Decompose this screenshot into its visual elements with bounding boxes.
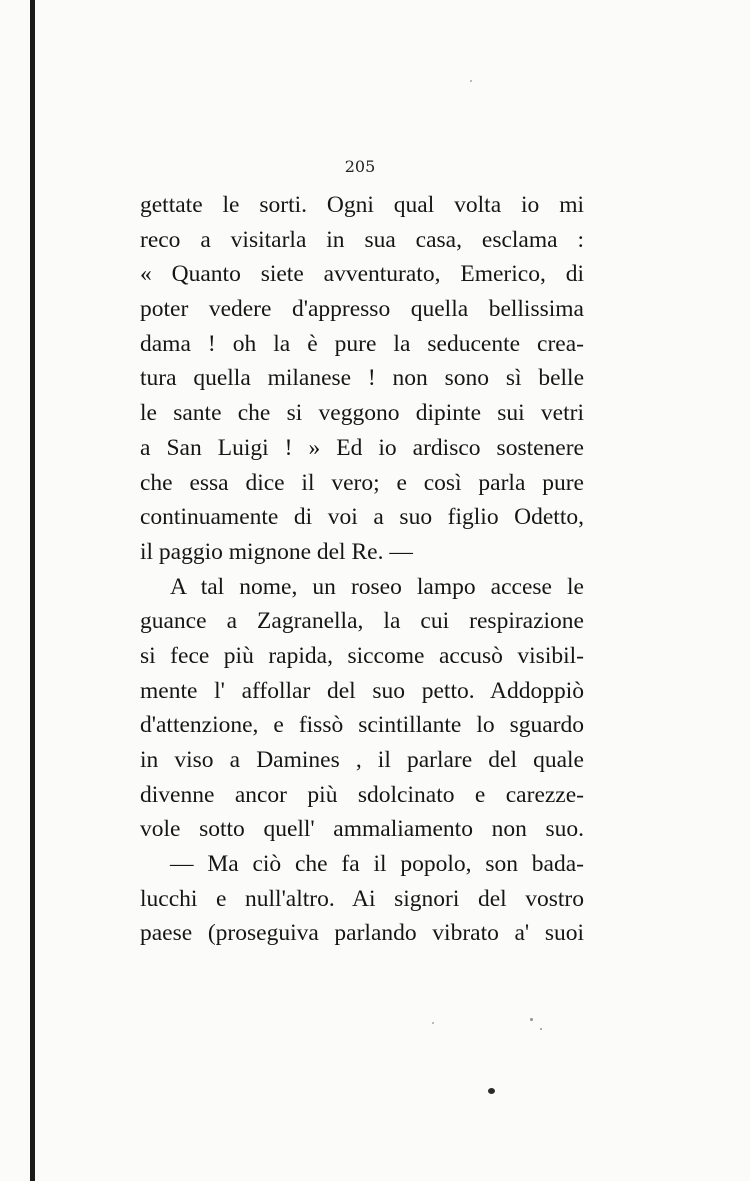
text-line: vole sotto quell' ammaliamento non suo. bbox=[140, 816, 584, 843]
text-line: paese (proseguiva parlando vibrato a' suoi bbox=[140, 920, 584, 947]
ink-speck bbox=[540, 1028, 542, 1030]
text-line: lucchi e null'altro. Ai signori del vostro bbox=[140, 885, 584, 912]
text-line: mente l' affollar del suo petto. Addoppiò bbox=[140, 677, 584, 704]
page-number: 205 bbox=[344, 157, 376, 176]
page-binding-edge bbox=[30, 0, 35, 1181]
text-line: dama ! oh la è pure la seducente crea- bbox=[140, 330, 584, 357]
text-line: le sante che si veggono dipinte sui vetri bbox=[140, 400, 584, 427]
ink-speck bbox=[530, 1018, 533, 1021]
text-line: — Ma ciò che fa il popolo, son bada- bbox=[170, 851, 584, 878]
text-line: A tal nome, un roseo lampo accese le bbox=[170, 573, 584, 600]
text-line: d'attenzione, e fissò scintillante lo sguardo bbox=[140, 712, 584, 739]
text-line: gettate le sorti. Ogni qual volta io mi bbox=[140, 192, 584, 218]
text-line: continuamente di voi a suo figlio Odetto, bbox=[140, 504, 584, 531]
text-line: poter vedere d'appresso quella bellissima bbox=[140, 296, 584, 323]
text-line: tura quella milanese ! non sono sì belle bbox=[140, 365, 584, 392]
ink-speck bbox=[488, 1088, 495, 1094]
text-line: in viso a Damines , il parlare del quale bbox=[140, 747, 584, 773]
text-line: il paggio mignone del Re. — bbox=[140, 538, 413, 565]
text-line: divenne ancor più sdolcinato e carezze- bbox=[140, 781, 584, 808]
text-line: reco a visitarla in sua casa, esclama : bbox=[140, 226, 584, 253]
ink-speck bbox=[432, 1022, 434, 1024]
body-text bbox=[140, 188, 584, 951]
text-line: « Quanto siete avventurato, Emerico, di bbox=[140, 261, 584, 288]
text-line: guance a Zagranella, la cui respirazione bbox=[140, 608, 584, 635]
text-line: che essa dice il vero; e così parla pure bbox=[140, 469, 584, 496]
text-line: a San Luigi ! » Ed io ardisco sostenere bbox=[140, 434, 584, 461]
ink-speck bbox=[470, 80, 472, 82]
text-line: si fece più rapida, siccome accusò visibil- bbox=[140, 642, 584, 669]
